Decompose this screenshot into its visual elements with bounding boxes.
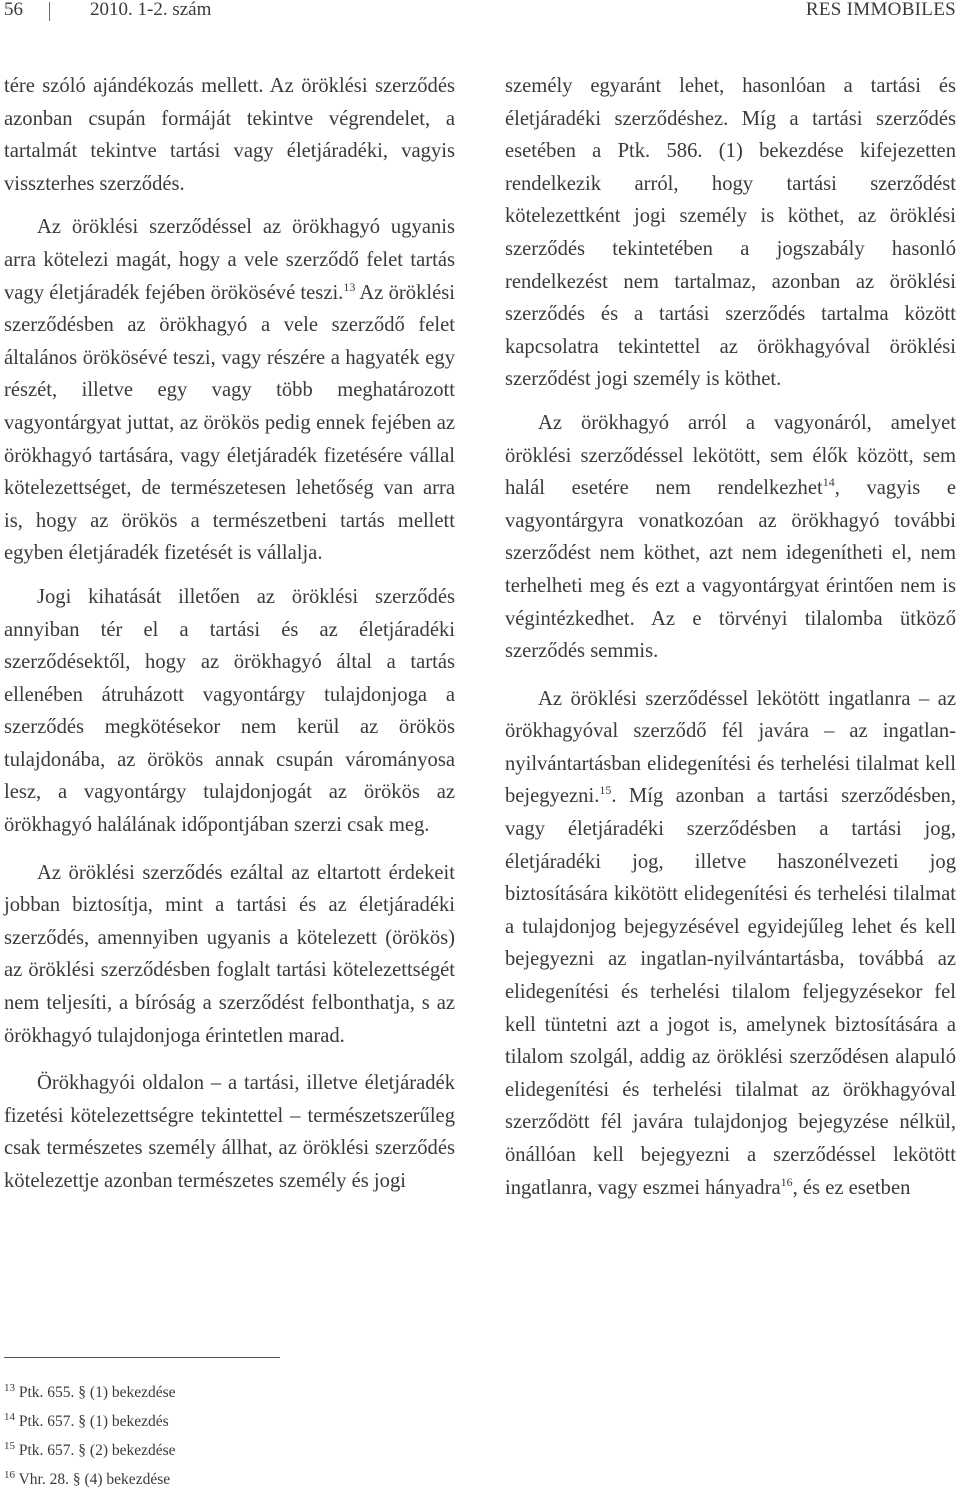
magazine-title: RES IMMOBILES: [805, 0, 956, 20]
footnote-divider: [4, 1357, 280, 1358]
paragraph: Az öröklési szerződéssel az örökhagyó ugyanis arra kötelezi magát, hogy a vele szerződő felet tartás vagy életjáradék fejében örökösévé teszi.$^{13}$ Az öröklési szerződésben az örökhagyó a vele szerződő felet általános örökösévé teszi, vagy részére a hagyaték egy részét, illetve egy vagy több meghatározott vagyontárgyat juttat, az örökös pedig ennek fejében az örökhagyó tartására, vagy életjáradék fizetésére vállal kötelezettséget, de természetesen lehetőség van arra is, hogy az örökös a természetbeni tartás mellett egyben életjáradék fizetését is vállalja.: [4, 216, 455, 565]
paragraph: tére szóló ajándékozás mellett. Az öröklési szerződés azonban csupán formáját tekintve végrendelet, a tartalmát tekintve tartási vagy életjáradéki, vagyis visszterhes szerződés.: [4, 75, 455, 195]
paragraph: személy egyaránt lehet, hasonlóan a tartási és életjáradéki szerződéshez. Míg a tartási szerződés esetében a Ptk. 586. (1) bekezdése kifejezetten rendelkezik arról, hogy tartási szerződést kötelezettként jogi személy is köthet, az öröklési szerződés tekintetében a jogszabály hasonló rendelkezést nem tartalmaz, azonban az öröklési szerződés és a tartási szerződés tartalma között kapcsolatra tekintettel az örökhagyóval öröklési szerződést jogi személy is köthet.: [505, 75, 956, 391]
footnote: $^{13}$ Ptk. 655. § (1) bekezdése: [4, 1381, 176, 1401]
left-column: [4, 70, 455, 1198]
footnote-ref: 13: [343, 279, 356, 294]
right-column: [505, 70, 956, 1204]
footnote-ref: 15: [599, 783, 612, 798]
footnote: $^{15}$ Ptk. 657. § (2) bekezdése: [4, 1439, 176, 1459]
paragraph: Az öröklési szerződéssel lekötött ingatlanra – az örökhagyóval szerződő fél javára – az ingatlan-nyilvántartásban elidegenítési és terhelési tilalmat kell bejegyezni.$^{15}$. Míg azonban a tartási szerződésben, vagy életjáradéki szerződésben a tartási jog, életjáradéki jog, illetve haszonélvezeti jog biztosítására kikötött elidegenítési és terhelési tilalmat a tulajdonjog bejegyzésével egyidejűleg lehet és kell bejegyezni az ingatlan-nyilvántartásba, továbbá az elidegenítési és terhelési tilalom feljegyzésekor fel kell tüntetni azt a jogot is, amelynek biztosítására a tilalom szolgál, addig az öröklési szerződésen alapuló elidegenítési és terhelési tilalmat az örökhagyóval szerződött fél javára tulajdonjog bejegyzése nélkül, önállóan kell bejegyezni a szerződéssel lekötött ingatlanra, vagy eszmei hányadra$^{16}$, és ez esetben: [505, 687, 956, 1199]
paragraph: Az öröklési szerződés ezáltal az eltartott érdekeit jobban biztosítja, mint a tartási és az életjáradéki szerződés, amennyiben ugyanis a kötelezett (örökös) az öröklési szerződésben foglalt tartási kötelezettségét nem teljesíti, a bíróság a szerződést felbonthatja, s az örökhagyó tulajdonjoga érintetlen marad.: [4, 861, 455, 1047]
page-number: 56: [4, 0, 23, 20]
page-header: [0, 0, 960, 30]
footnote-ref: 16: [780, 1174, 793, 1189]
footnotes: [4, 1378, 176, 1494]
footnote-ref: 14: [822, 475, 835, 490]
footnote: $^{14}$ Ptk. 657. § (1) bekezdés: [4, 1410, 169, 1430]
paragraph: Örökhagyói oldalon – a tartási, illetve életjáradék fizetési kötelezettségre tekintettel – természetszerűleg csak természetes személy állhat, az öröklési szerződés kötelezettje azonban természetes személy és jogi: [4, 1072, 455, 1192]
header-divider: [49, 2, 50, 21]
footnote: $^{16}$ Vhr. 28. § (4) bekezdése: [4, 1468, 171, 1488]
issue-label: 2010. 1-2. szám: [90, 0, 212, 20]
paragraph: Jogi kihatását illetően az öröklési szerződés annyiban tér el a tartási és az életjáradéki szerződésektől, hogy az örökhagyó által a tartás ellenében átruházott vagyontárgy tulajdonjoga a szerződés megkötésekor nem kerül az örökös tulajdonába, az örökös annak csupán várományosa lesz, a vagyontárgy tulajdonjogát az örökös az örökhagyó halálának időpontjában szerzi csak meg.: [4, 585, 455, 837]
paragraph: Az örökhagyó arról a vagyonáról, amelyet öröklési szerződéssel lekötött, sem élők között, sem halál esetére nem rendelkezhet$^{14}$, vagyis e vagyontárgyra vonatkozóan az örökhagyó további szerződést nem köthet, azt nem idegenítheti el, nem terhelheti meg és ezt a vagyontárgyat érintően nem is végintézkedhet. Az e törvényi tilalomba ütköző szerződés semmis.: [505, 411, 956, 663]
